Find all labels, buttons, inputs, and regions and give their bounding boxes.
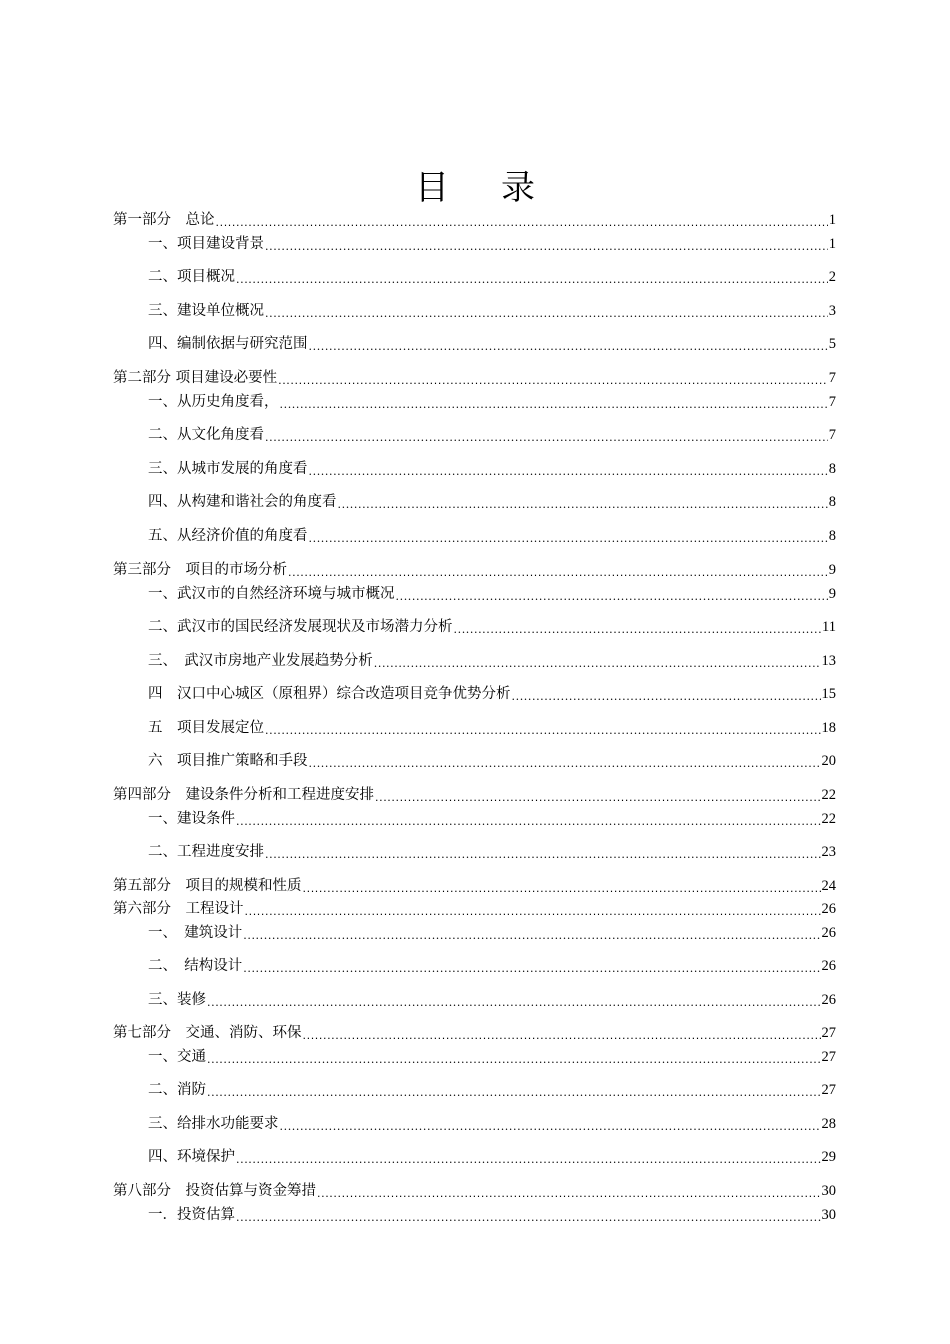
toc-section-entry[interactable] (113, 1042, 836, 1066)
toc-entry-label: 第四部分 建设条件分析和工程进度安排 (113, 787, 374, 803)
toc-entry-label: 三、建设单位概况 (148, 303, 264, 319)
dot-leader (303, 1024, 821, 1042)
toc-section-entry[interactable] (113, 837, 836, 861)
dot-leader (236, 1148, 821, 1166)
toc-section-entry[interactable] (113, 985, 836, 1009)
toc-page-number: 1 (828, 236, 836, 252)
toc-entry-label: 一、项目建设背景 (148, 236, 264, 252)
toc-entry-label: 四、编制依据与研究范围 (148, 336, 308, 352)
toc-page-number: 15 (821, 686, 836, 702)
toc-page-number: 7 (828, 394, 836, 410)
toc-entry-label: 三、从城市发展的角度看 (148, 461, 308, 477)
toc-page-number: 8 (828, 461, 836, 477)
toc-section-entry[interactable] (113, 804, 836, 828)
toc-page-number: 11 (822, 619, 836, 635)
dot-leader (288, 561, 828, 579)
toc-entry-label: 二、项目概况 (148, 269, 235, 285)
toc-page-number: 26 (821, 958, 836, 974)
toc-page-number: 22 (821, 811, 836, 827)
toc-section-entry[interactable] (113, 951, 836, 975)
toc-section-entry[interactable] (113, 679, 836, 703)
toc-entry-label: 四、从构建和谐社会的角度看 (148, 494, 337, 510)
dot-leader (375, 786, 821, 804)
toc-page-number: 27 (821, 1049, 836, 1065)
toc-page-number: 2 (828, 269, 836, 285)
toc-section-entry[interactable] (113, 579, 836, 603)
dot-leader (265, 235, 828, 253)
toc-entry-label: 第三部分 项目的市场分析 (113, 562, 287, 578)
toc-entry-label: 四、环境保护 (148, 1149, 235, 1165)
toc-entry-label: 二、 结构设计 (148, 958, 243, 974)
toc-part-entry[interactable] (113, 1176, 836, 1200)
toc-part-entry[interactable] (113, 871, 836, 895)
toc-section-entry[interactable] (113, 646, 836, 670)
toc-page-number: 27 (821, 1025, 836, 1041)
toc-page-number: 23 (821, 844, 836, 860)
toc-page-number: 7 (828, 370, 836, 386)
toc-section-entry[interactable] (113, 612, 836, 636)
dot-leader (207, 1048, 821, 1066)
dot-leader (265, 302, 828, 320)
toc-page-number: 8 (828, 494, 836, 510)
toc-entry-label: 二、工程进度安排 (148, 844, 264, 860)
toc-entry-label: 第二部分 项目建设必要性 (113, 370, 278, 386)
toc-entry-label: 二、武汉市的国民经济发展现状及市场潜力分析 (148, 619, 453, 635)
toc-page-number: 28 (821, 1116, 836, 1132)
dot-leader (317, 1182, 821, 1200)
toc-section-entry[interactable] (113, 1142, 836, 1166)
toc-page-number: 9 (828, 562, 836, 578)
toc-page-number: 24 (821, 878, 836, 894)
toc-entry-label: 二、从文化角度看 (148, 427, 264, 443)
toc-entry-label: 一、武汉市的自然经济环境与城市概况 (148, 586, 395, 602)
toc-entry-label: 一．投资估算 (148, 1207, 235, 1223)
toc-page-number: 9 (828, 586, 836, 602)
dot-leader (265, 719, 821, 737)
title-char-2: 录 (501, 168, 535, 208)
dot-leader (243, 924, 820, 942)
toc-section-entry[interactable] (113, 918, 836, 942)
toc-page-number: 30 (821, 1183, 836, 1199)
dot-leader (309, 527, 828, 545)
toc-section-entry[interactable] (113, 521, 836, 545)
toc-entry-label: 三、装修 (148, 992, 206, 1008)
toc-entry-label: 第一部分 总论 (113, 212, 215, 228)
toc-page-number: 27 (821, 1082, 836, 1098)
toc-entry-label: 一、建设条件 (148, 811, 235, 827)
toc-page-number: 13 (821, 653, 836, 669)
toc-part-entry[interactable] (113, 780, 836, 804)
dot-leader (396, 585, 828, 603)
toc-entry-label: 三、 武汉市房地产业发展趋势分析 (148, 653, 373, 669)
dot-leader (245, 900, 821, 918)
dot-leader (243, 957, 820, 975)
toc-page-number: 20 (821, 753, 836, 769)
toc-section-entry[interactable] (113, 454, 836, 478)
dot-leader (280, 393, 828, 411)
toc-section-entry[interactable] (113, 387, 836, 411)
toc-page-number: 30 (821, 1207, 836, 1223)
dot-leader (216, 211, 828, 229)
page-title (0, 160, 950, 209)
toc-part-entry[interactable] (113, 894, 836, 918)
toc-entry-label: 三、给排水功能要求 (148, 1116, 279, 1132)
toc-entry-label: 一、从历史角度看， (148, 394, 279, 410)
toc-page-number: 8 (828, 528, 836, 544)
toc-section-entry[interactable] (113, 229, 836, 253)
dot-leader (374, 652, 821, 670)
toc-part-entry[interactable] (113, 363, 836, 387)
toc-entry-label: 第七部分 交通、消防、环保 (113, 1025, 302, 1041)
dot-leader (338, 493, 828, 511)
toc-entry-label: 第六部分 工程设计 (113, 901, 244, 917)
toc-entry-label: 一、 建筑设计 (148, 925, 243, 941)
dot-leader (278, 369, 828, 387)
dot-leader (207, 991, 821, 1009)
dot-leader (236, 810, 821, 828)
title-char-1: 目 (415, 168, 449, 208)
toc-part-entry[interactable] (113, 205, 836, 229)
toc-section-entry[interactable] (113, 420, 836, 444)
toc-section-entry[interactable] (113, 1109, 836, 1133)
dot-leader (454, 618, 822, 636)
toc-page-number: 5 (828, 336, 836, 352)
toc-page-number: 7 (828, 427, 836, 443)
toc-entry-label: 第八部分 投资估算与资金筹措 (113, 1183, 316, 1199)
dot-leader (265, 843, 821, 861)
toc-page-number: 18 (821, 720, 836, 736)
toc-section-entry[interactable] (113, 1200, 836, 1224)
dot-leader (309, 335, 828, 353)
toc-page-number: 22 (821, 787, 836, 803)
dot-leader (207, 1081, 821, 1099)
toc-section-entry[interactable] (113, 262, 836, 286)
toc-entry-label: 五 项目发展定位 (148, 720, 264, 736)
toc-page-number: 26 (821, 925, 836, 941)
dot-leader (280, 1115, 821, 1133)
toc-part-entry[interactable] (113, 555, 836, 579)
toc-section-entry[interactable] (113, 296, 836, 320)
toc-entry-label: 四 汉口中心城区（原租界）综合改造项目竞争优势分析 (148, 686, 511, 702)
toc-part-entry[interactable] (113, 1018, 836, 1042)
dot-leader (265, 426, 828, 444)
toc-section-entry[interactable] (113, 713, 836, 737)
dot-leader (303, 877, 821, 895)
dot-leader (512, 685, 821, 703)
toc-page-number: 1 (828, 212, 836, 228)
dot-leader (309, 460, 828, 478)
dot-leader (236, 1206, 821, 1224)
toc-page-number: 26 (821, 992, 836, 1008)
toc-page-number: 26 (821, 901, 836, 917)
dot-leader (309, 752, 821, 770)
toc-page-number: 3 (828, 303, 836, 319)
toc-entry-label: 二、消防 (148, 1082, 206, 1098)
toc-page-number: 29 (821, 1149, 836, 1165)
toc-entry-label: 一、交通 (148, 1049, 206, 1065)
toc-section-entry[interactable] (113, 1075, 836, 1099)
toc-section-entry[interactable] (113, 329, 836, 353)
toc-section-entry[interactable] (113, 746, 836, 770)
dot-leader (236, 268, 828, 286)
toc-section-entry[interactable] (113, 487, 836, 511)
toc-entry-label: 六 项目推广策略和手段 (148, 753, 308, 769)
toc-entry-label: 五、从经济价值的角度看 (148, 528, 308, 544)
toc-entry-label: 第五部分 项目的规模和性质 (113, 878, 302, 894)
